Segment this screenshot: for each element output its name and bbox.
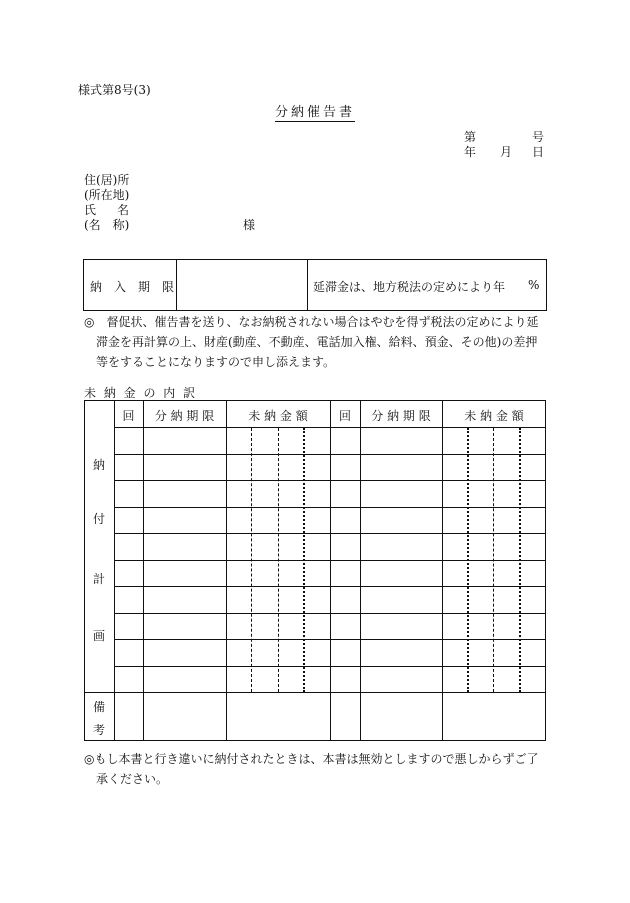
seizure-notice: ◎ 督促状、催告書を送り、なお納税されない場合はやむを得ず税法の定めにより延滞金を再計算の上、財産(動産、不動産、電話加入権、給料、預金、その他)の差押等をすることになりますので申し添えます。 xyxy=(84,315,539,369)
deadline-label: 納 入 期 限 xyxy=(90,280,175,294)
side-label-3: 計 xyxy=(92,572,105,586)
date-day: 日 xyxy=(532,145,545,159)
digit-sep-major xyxy=(467,428,469,692)
header-deadline: 分 納 期 限 xyxy=(154,409,215,423)
row-line xyxy=(114,639,546,640)
digit-sep-major xyxy=(519,428,521,692)
row-line xyxy=(114,454,546,455)
row-line-header xyxy=(114,427,546,428)
header-amount-2: 未 納 金 額 xyxy=(464,409,524,423)
percent-sign: % xyxy=(528,278,540,292)
remarks-label-1: 備 xyxy=(92,700,105,714)
col-line-side xyxy=(114,400,115,741)
header-amount: 未 納 金 額 xyxy=(248,409,308,423)
remarks-line xyxy=(84,692,546,693)
address-label: 住(居)所 xyxy=(84,173,130,187)
remarks-label-2: 考 xyxy=(92,723,105,737)
name-label-b: 名 xyxy=(117,203,130,217)
side-label-1: 納 xyxy=(92,458,105,472)
deadline-divider-2 xyxy=(307,259,308,311)
row-line xyxy=(114,507,546,508)
form-number: 様式第8号(3) xyxy=(78,83,151,97)
header-kai: 回 xyxy=(122,409,135,423)
row-line xyxy=(114,586,546,587)
digit-sep-major xyxy=(303,428,305,692)
digit-sep xyxy=(493,428,494,692)
name-label-a: 氏 xyxy=(84,203,97,217)
col-line-kai2-l xyxy=(360,400,361,741)
location-label: (所在地) xyxy=(84,188,130,202)
row-line xyxy=(114,480,546,481)
header-kai-2: 回 xyxy=(338,409,351,423)
col-line-deadline-l xyxy=(226,400,227,741)
row-line xyxy=(114,560,546,561)
doc-no-go: 号 xyxy=(532,130,545,144)
digit-sep xyxy=(278,428,279,692)
header-deadline-2: 分 納 期 限 xyxy=(371,409,431,423)
deadline-divider-1 xyxy=(176,259,177,311)
breakdown-heading: 未 納 金 の 内 訳 xyxy=(84,386,198,400)
side-label-2: 付 xyxy=(92,512,105,526)
row-line xyxy=(114,666,546,667)
entity-name-label: (名 称) xyxy=(84,218,130,232)
date-month: 月 xyxy=(500,145,513,159)
breakdown-table xyxy=(84,400,546,741)
col-line-mid xyxy=(330,400,331,741)
void-notice: ◎もし本書と行き違いに納付されたときは、本書は無効としますので悪しからずご了承ください。 xyxy=(84,752,539,786)
row-line xyxy=(114,533,546,534)
col-line-deadline2-l xyxy=(442,400,443,741)
digit-sep xyxy=(251,428,252,692)
date-year: 年 xyxy=(464,145,477,159)
honorific: 様 xyxy=(243,218,256,232)
col-line-kai-l xyxy=(143,400,144,741)
late-fee-text: 延滞金は、地方税法の定めにより年 xyxy=(313,280,506,294)
row-line xyxy=(114,613,546,614)
document-title: 分納催告書 xyxy=(274,105,355,120)
side-label-4: 画 xyxy=(92,629,105,643)
doc-no-dai: 第 xyxy=(464,130,477,144)
